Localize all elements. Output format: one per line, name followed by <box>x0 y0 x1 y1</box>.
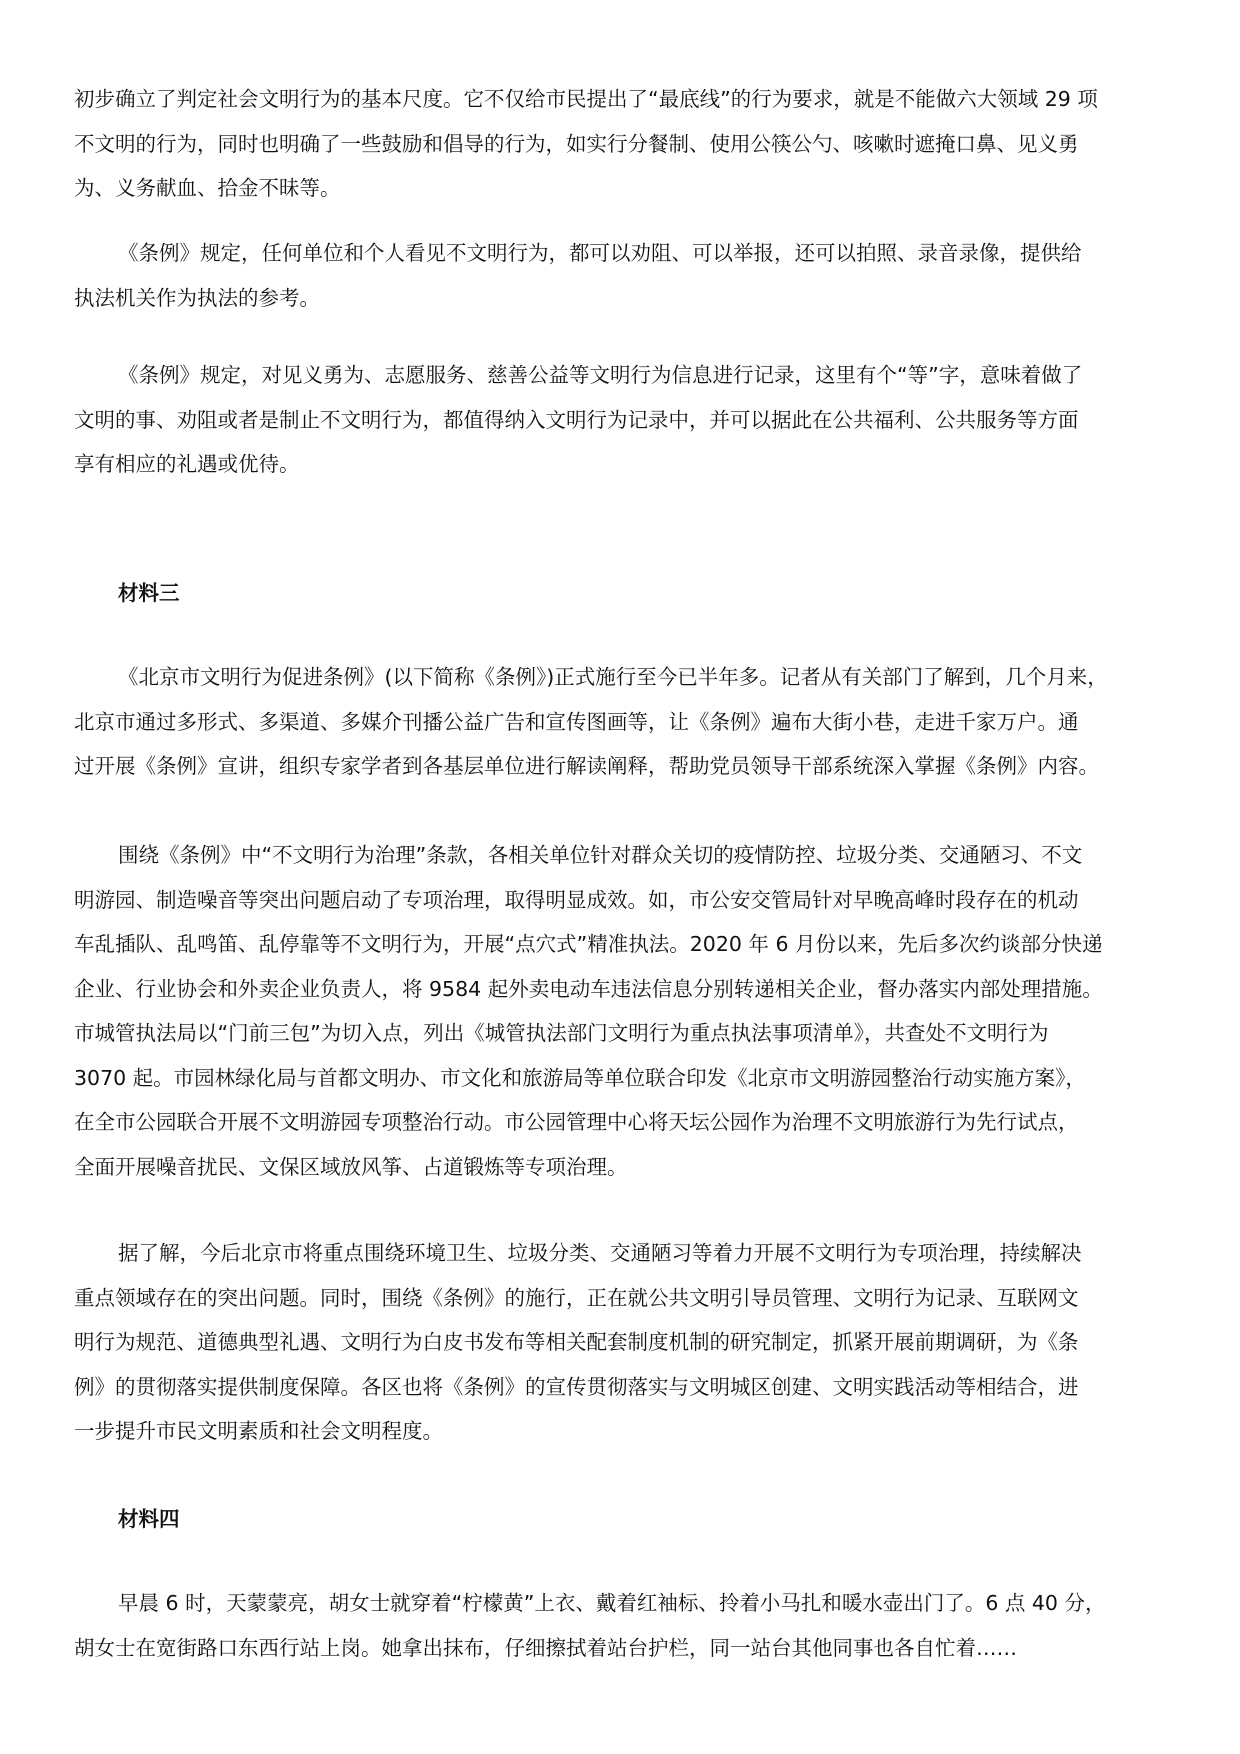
text-line: 享有相应的礼遇或优待。 <box>74 452 300 476</box>
paragraph-2 <box>74 231 1174 320</box>
text-line: 明行为规范、道德典型礼遇、文明行为白皮书发布等相关配套制度机制的研究制定，抓紧开展前期调研，为《条 <box>74 1330 1079 1354</box>
text-line: 市城管执法局以“门前三包”为切入点，列出《城管执法部门文明行为重点执法事项清单》，共查处不文明行为 <box>74 1021 1049 1045</box>
text-line: 3070 起。市园林绿化局与首都文明办、市文化和旅游局等单位联合印发《北京市文明游园整治行动实施方案》， <box>74 1065 1086 1090</box>
paragraph-1 <box>74 77 1174 211</box>
text-line: 企业、行业协会和外卖企业负责人，将 9584 起外卖电动车违法信息分别转递相关企业，督办落实内部处理措施。 <box>74 976 1103 1001</box>
text-line: 在全市公园联合开展不文明游园专项整治行动。市公园管理中心将天坛公园作为治理不文明旅游行为先行试点， <box>74 1110 1079 1134</box>
text-line: 一步提升市民文明素质和社会文明程度。 <box>74 1419 443 1443</box>
text-line: 北京市通过多形式、多渠道、多媒介刊播公益广告和宣传图画等，让《条例》遍布大街小巷，走进千家万户。通 <box>74 709 1079 734</box>
paragraph-7 <box>74 1581 1174 1670</box>
text-line: 《条例》规定，对见义勇为、志愿服务、慈善公益等文明行为信息进行记录，这里有个“等”字，意味着做了 <box>118 363 1083 387</box>
section-heading-4: 材料四 <box>118 1507 180 1531</box>
text-line: 据了解，今后北京市将重点围绕环境卫生、垃圾分类、交通陋习等着力开展不文明行为专项治理，持续解决 <box>118 1241 1082 1265</box>
text-line: 早晨 6 时，天蒙蒙亮，胡女士就穿着“柠檬黄”上衣、戴着红袖标、拎着小马扎和暖水壶出门了。6 点 40 分， <box>118 1591 1106 1615</box>
text-line: 初步确立了判定社会文明行为的基本尺度。它不仅给市民提出了“最底线”的行为要求，就是不能做六大领域 29 项 <box>74 87 1098 111</box>
text-line: 文明的事、劝阻或者是制止不文明行为，都值得纳入文明行为记录中，并可以据此在公共福利、公共服务等方面 <box>74 407 1079 432</box>
paragraph-6 <box>74 1231 1174 1454</box>
text-line: 《条例》规定，任何单位和个人看见不文明行为，都可以劝阻、可以举报，还可以拍照、录音录像，提供给 <box>118 241 1082 265</box>
text-line: 《北京市文明行为促进条例》(以下简称《条例》)正式施行至今已半年多。记者从有关部门了解到，几个月来， <box>118 665 1108 689</box>
paragraph-4 <box>74 655 1174 789</box>
text-line: 明游园、制造噪音等突出问题启动了专项治理，取得明显成效。如，市公安交管局针对早晚高峰时段存在的机动 <box>74 887 1079 912</box>
text-line: 不文明的行为，同时也明确了一些鼓励和倡导的行为，如实行分餐制、使用公筷公勺、咳嗽时遮掩口鼻、见义勇 <box>74 131 1079 156</box>
text-line: 执法机关作为执法的参考。 <box>74 285 320 310</box>
paragraph-3 <box>74 353 1174 487</box>
text-line: 全面开展噪音扰民、文保区域放风筝、占道锻炼等专项治理。 <box>74 1154 628 1179</box>
paragraph-5 <box>74 833 1174 1189</box>
text-line: 重点领域存在的突出问题。同时，围绕《条例》的施行，正在就公共文明引导员管理、文明行为记录、互联网文 <box>74 1285 1079 1310</box>
text-line: 为、义务献血、拾金不昧等。 <box>74 176 341 200</box>
text-line: 胡女士在宽街路口东西行站上岗。她拿出抹布，仔细擦拭着站台护栏，同一站台其他同事也各自忙着…… <box>74 1635 1017 1660</box>
text-line: 围绕《条例》中“不文明行为治理”条款，各相关单位针对群众关切的疫情防控、垃圾分类、交通陋习、不文 <box>118 843 1083 867</box>
text-line: 过开展《条例》宣讲，组织专家学者到各基层单位进行解读阐释，帮助党员领导干部系统深入掌握《条例》内容。 <box>74 754 1099 778</box>
section-heading-3: 材料三 <box>118 581 180 605</box>
text-line: 车乱插队、乱鸣笛、乱停靠等不文明行为，开展“点穴式”精准执法。2020 年 6 月份以来，先后多次约谈部分快递 <box>74 932 1103 956</box>
text-line: 例》的贯彻落实提供制度保障。各区也将《条例》的宣传贯彻落实与文明城区创建、文明实践活动等相结合，进 <box>74 1374 1079 1399</box>
